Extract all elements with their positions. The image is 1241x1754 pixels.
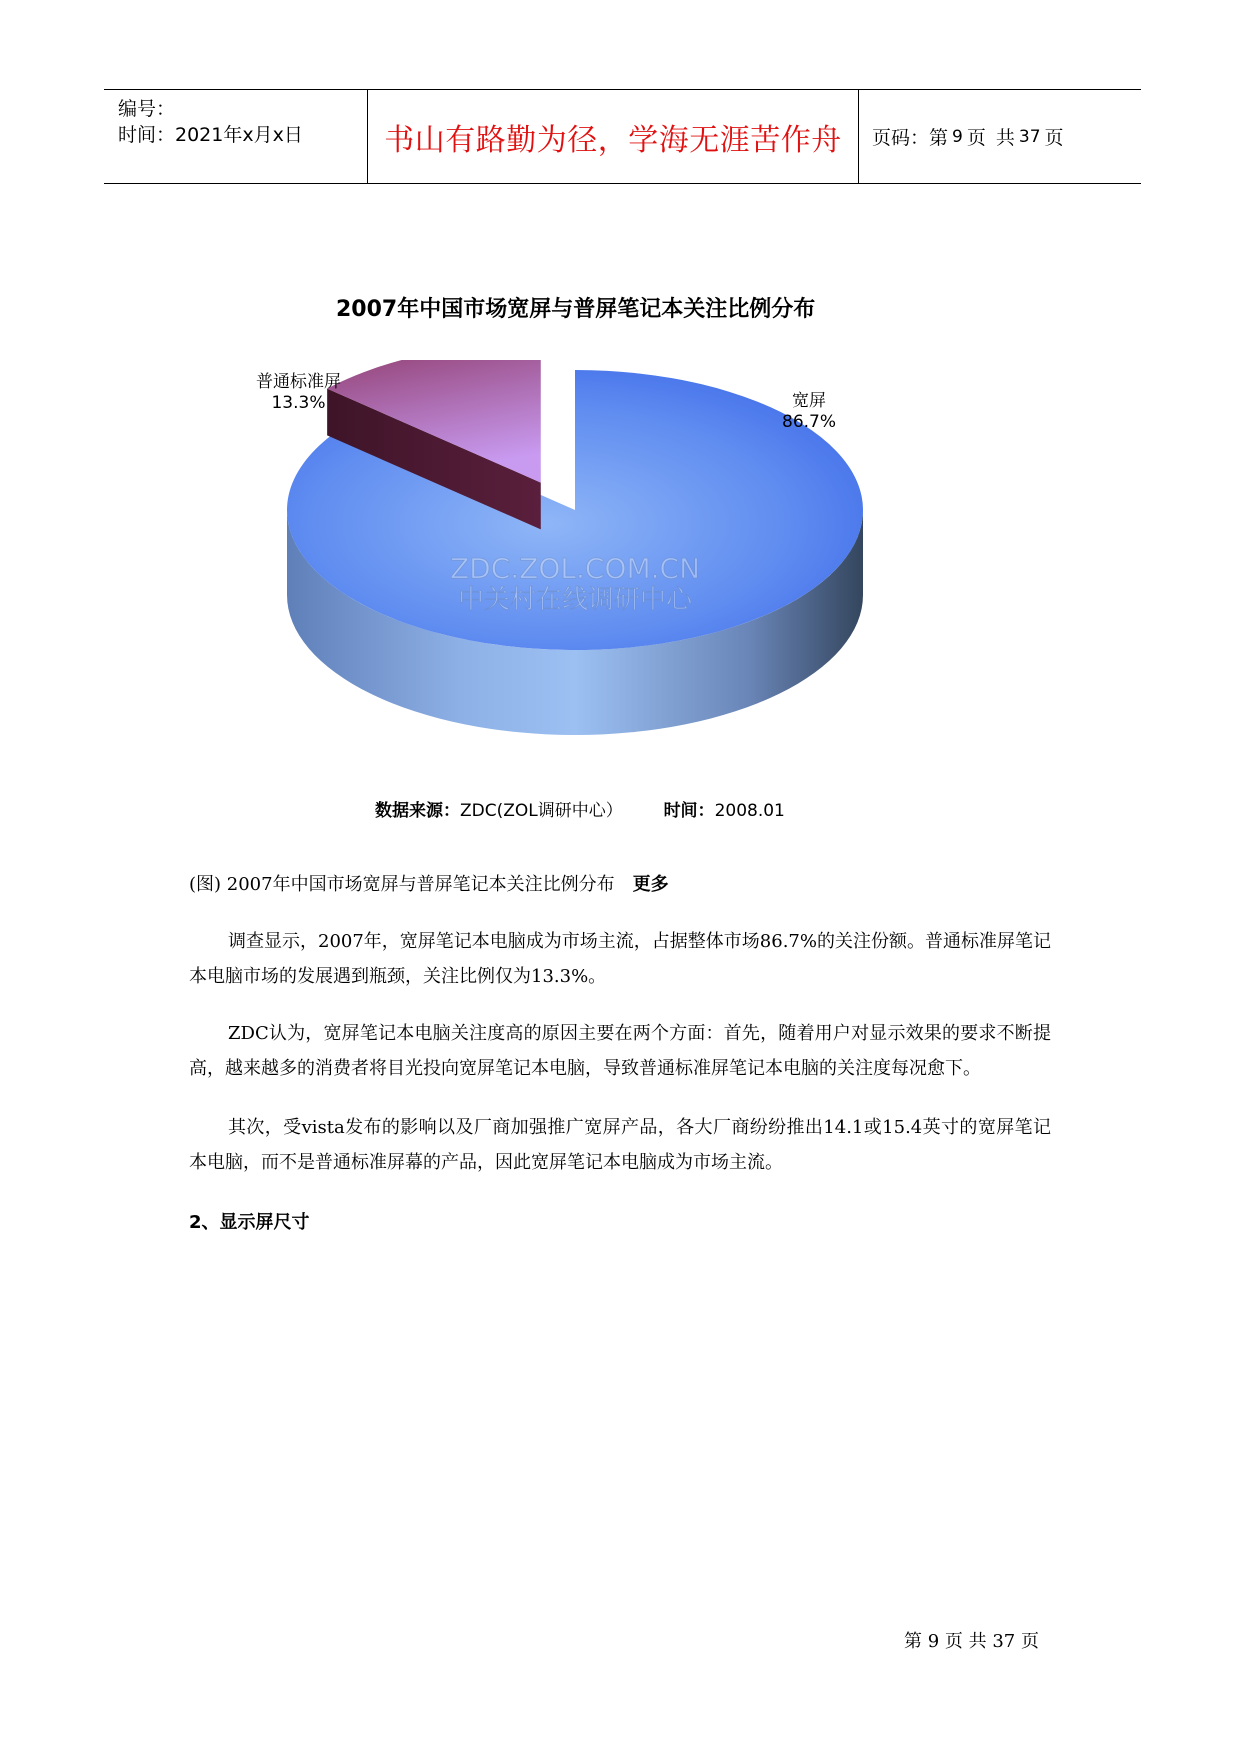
- page-mid: 页: [966, 127, 986, 149]
- page-total-prefix: 共: [995, 127, 1015, 149]
- svg-text:中关村在线调研中心: 中关村在线调研中心: [457, 585, 693, 615]
- source-value: ZDC(ZOL调研中心）: [460, 801, 623, 821]
- paragraph-1: 调查显示，2007年，宽屏笔记本电脑成为市场主流，占据整体市场86.7%的关注份额。普通标准屏笔记本电脑市场的发展遇到瓶颈，关注比例仅为13.3%。: [189, 931, 1051, 987]
- page-footer: 第 9 页 共 37 页: [904, 1631, 1039, 1652]
- page-prefix: 页码：第: [872, 127, 949, 149]
- watermark: [450, 552, 700, 615]
- chart-time-label: 时间：: [663, 801, 715, 821]
- header-meta: [104, 90, 368, 183]
- time-label: 时间：2021年x月x日: [118, 124, 303, 146]
- figure-caption: [189, 870, 669, 896]
- paragraph-2: ZDC认为，宽屏笔记本电脑关注度高的原因主要在两个方面：首先，随着用户对显示效果的要求不断提高，越来越多的消费者将目光投向宽屏笔记本电脑，导致普通标准屏笔记本电脑的关注度每况愈下。: [189, 1023, 1051, 1079]
- page-suffix: 页: [1044, 127, 1064, 149]
- slice-name-standard: 普通标准屏: [256, 372, 341, 392]
- caption-text: (图) 2007年中国市场宽屏与普屏笔记本关注比例分布: [189, 874, 615, 895]
- more-link[interactable]: 更多: [632, 874, 669, 895]
- paragraph-3: 其次，受vista发布的影响以及厂商加强推广宽屏产品，各大厂商纷纷推出14.1或15.4英寸的宽屏笔记本电脑，而不是普通标准屏幕的产品，因此宽屏笔记本电脑成为市场主流。: [189, 1117, 1051, 1173]
- document-header: [104, 89, 1141, 184]
- header-page-number: [859, 90, 1141, 183]
- header-motto: 书山有路勤为径，学海无涯苦作舟: [384, 122, 842, 158]
- slice-label-wide: [782, 391, 836, 433]
- slice-value-standard: 13.3%: [271, 393, 326, 413]
- chart-time-value: 2008.01: [714, 801, 785, 821]
- slice-name-wide: 宽屏: [792, 391, 826, 411]
- chart-source: [375, 796, 785, 821]
- page-current: 9: [952, 126, 963, 147]
- header-motto-cell: [368, 90, 859, 183]
- section-heading: 2、显示屏尺寸: [189, 1212, 310, 1233]
- svg-text:ZDC.ZOL.COM.CN: ZDC.ZOL.COM.CN: [449, 552, 701, 585]
- serial-label: 编号：: [118, 98, 176, 120]
- source-label: 数据来源：: [375, 801, 460, 821]
- slice-value-wide: 86.7%: [782, 412, 837, 432]
- page-total: 37: [1018, 126, 1041, 147]
- slice-label-standard: [256, 372, 341, 414]
- chart-title: 2007年中国市场宽屏与普屏笔记本关注比例分布: [336, 297, 816, 322]
